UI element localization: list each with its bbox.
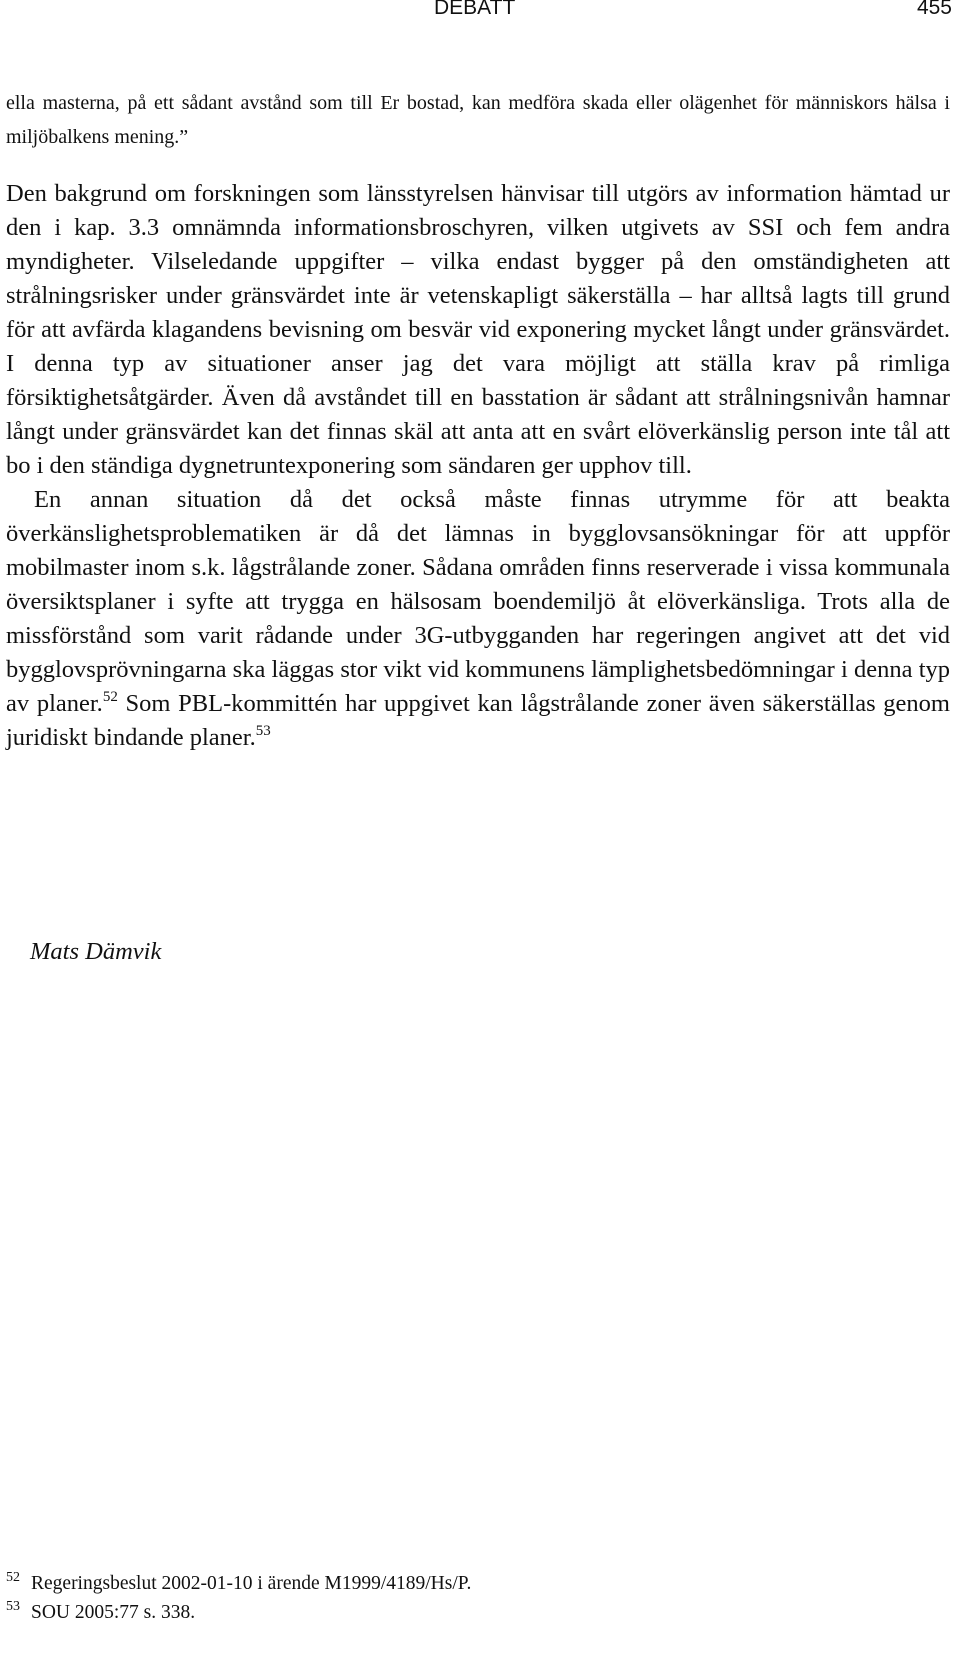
paragraph-1: Den bakgrund om forskningen som länsstyrelsen hänvisar till utgörs av information hämtad ur den i kap. 3.3 omnämnda informationsbroschyren, vilken utgivets av SSI och fem andra myndigheter. Vilseledande uppgifter – vilka endast bygger på den omständigheten att strålningsrisker under gränsvärdet inte är vetenskapligt säkerställa – har alltså lagts till grund för att avfärda klagandens bevisning om besvär vid exponering mycket långt under gränsvärdet. I denna typ av situationer anser jag det vara möjligt att ställa krav på rimliga försiktighetsåtgärder. Även då avståndet till en basstation är sådant att strålningsnivån hamnar långt under gränsvärdet kan det finnas skäl att anta att en svårt elöverkänslig person inte tål att bo i den ständiga dygnetruntexponering som sändaren ger upphov till. bbox=[6, 180, 950, 479]
running-header bbox=[0, 0, 960, 26]
quoted-text-end: ella masterna, på ett sådant avstånd som till Er bostad, kan medföra skada eller olägenhet för människors hälsa i miljöbalkens mening.” bbox=[6, 92, 950, 148]
footnotes bbox=[6, 1569, 946, 1627]
footnote-number: 53 bbox=[6, 1599, 20, 1614]
footnote-number: 52 bbox=[6, 1570, 20, 1585]
footnote-52 bbox=[6, 1569, 946, 1598]
article-body bbox=[6, 177, 950, 755]
paragraph-2-text: En annan situation då det också måste finnas utrymme för att beakta överkänslighetsproblematiken är då det lämnas in bygglovsansökningar för att uppför mobilmaster inom s.k. lågstrålande zoner. Sådana områden finns reserverade i vissa kommunala översiktsplaner i syfte att trygga en hälsosam boendemiljö åt elöverkänsliga. Trots alla de missförstånd som varit rådande under 3G-utbygganden har regeringen angivet att det vid bygglovsprövningarna ska läggas stor vikt vid kommunens lämplighetsbedömningar i denna typ av planer. bbox=[6, 486, 950, 717]
footnote-text: SOU 2005:77 s. 338. bbox=[31, 1602, 196, 1623]
footnote-reference-53: 53 bbox=[255, 723, 271, 739]
footnote-53 bbox=[6, 1598, 946, 1627]
author-signature: Mats Dämvik bbox=[30, 938, 162, 965]
page-number: 455 bbox=[916, 0, 952, 19]
paragraph-2-tail: Som PBL-kommittén har uppgivet kan lågstrålande zoner även säkerställas genom juridiskt bindande planer. bbox=[6, 690, 950, 751]
footnote-reference-52: 52 bbox=[102, 689, 118, 705]
section-title: DEBATT bbox=[434, 0, 516, 19]
footnote-text: Regeringsbeslut 2002-01-10 i ärende M1999/4189/Hs/P. bbox=[31, 1573, 472, 1594]
paragraph-2 bbox=[6, 483, 950, 755]
